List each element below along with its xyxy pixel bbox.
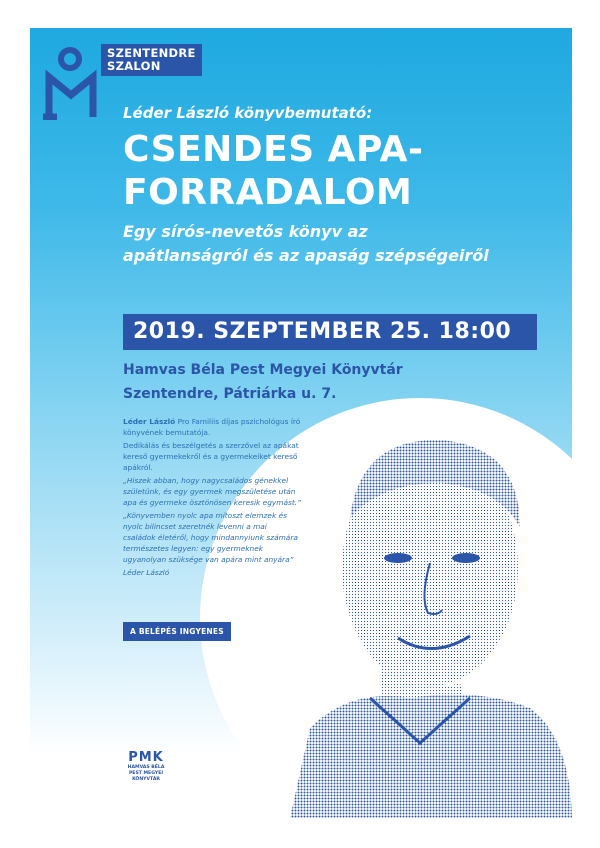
szalon-logo-text (101, 44, 202, 76)
quote-2: „Könyvemben nyolc apa mítoszt elemzek és nyolc bilincset szeretnék levenni a mai családok életéről, hogy mindannyiunk számára természetes legyen: egy gyermeknek ugyanolyan szüksége van apára mint anyára” (123, 511, 298, 564)
event-title (123, 128, 423, 214)
quote-signature: Léder László (123, 568, 170, 577)
description-paragraph-1 (123, 416, 301, 438)
subtitle-line-2: apátlanságról és az apaság szépségeiről (123, 246, 489, 265)
library-logo-line-1: HAMVAS BÉLA (127, 765, 165, 770)
event-subtitle (123, 220, 489, 268)
author-portrait-photo (270, 398, 572, 818)
subtitle-line-1: Egy sírós-nevetős könyv az (123, 222, 368, 241)
library-logo-text (116, 765, 176, 783)
library-logo-line-2: PEST MEGYEI (128, 771, 164, 776)
venue-line-2: Szentendre, Pátriárka u. 7. (123, 386, 337, 402)
szalon-logo-icon (43, 45, 103, 120)
library-logo-mark: PMK (128, 750, 164, 765)
author-name: Léder László (123, 417, 176, 426)
logo-line-2: SZALON (107, 59, 161, 73)
quote-1: „Hiszek abban, hogy nagycsaládos génekkel születünk, és egy gyermek megszületése után apa és gyermeke ösztönösen keresik egymást.” (123, 476, 301, 507)
title-line-1: CSENDES APA- (123, 129, 424, 170)
venue-line-1: Hamvas Béla Pest Megyei Könyvtár (123, 362, 403, 378)
free-entry-badge: A BELÉPÉS INGYENES (123, 622, 231, 641)
library-logo-line-3: KÖNYVTÁR (132, 777, 160, 782)
title-line-2: FORRADALOM (123, 172, 413, 213)
description-paragraph-2: Dedikálás és beszélgetés a szerzővel az apákat kereső gyermekekről és a gyermekeiket kereső apákról. (123, 441, 299, 472)
description-text (123, 416, 301, 580)
logo-line-1: SZENTENDRE (107, 46, 196, 60)
library-logo (116, 750, 176, 783)
description-p1-rest: Pro Familiis díjas pszichológus író könyvének bemutatója. (123, 417, 301, 437)
event-intro: Léder László könyvbemutató: (123, 104, 373, 122)
event-date: 2019. SZEPTEMBER 25. 18:00 (123, 314, 537, 350)
